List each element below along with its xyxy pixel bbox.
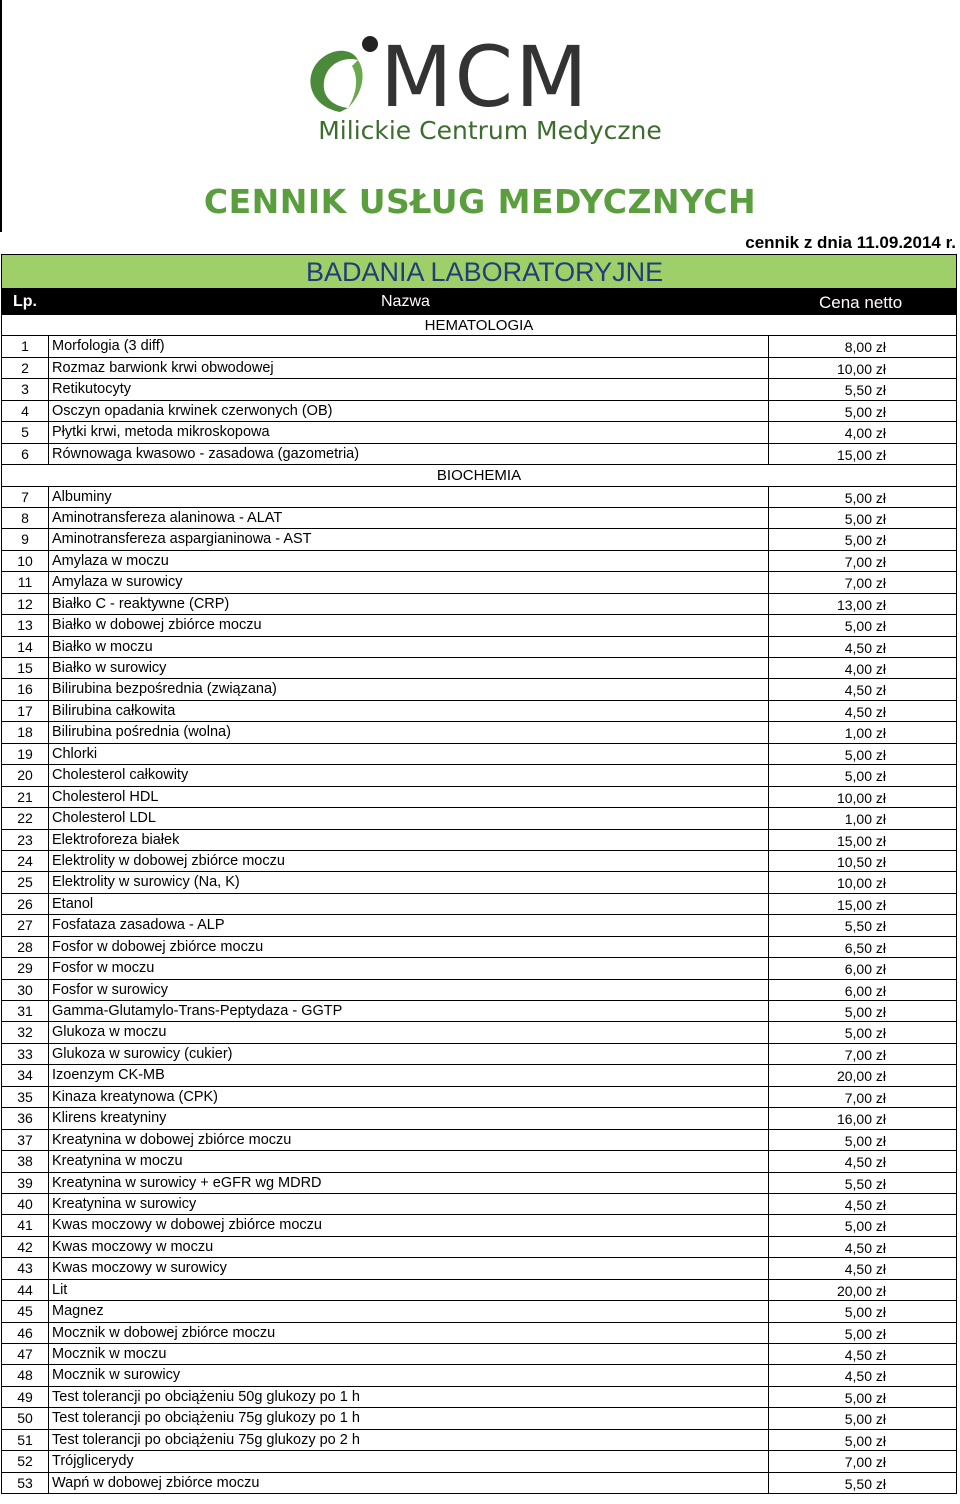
test-price: 20,00 zł — [836, 1068, 886, 1085]
test-name: Mocznik w dobowej zbiórce moczu — [49, 1323, 769, 1343]
test-price: 15,00 zł — [836, 446, 886, 463]
test-price: 1,00 zł — [844, 725, 886, 742]
test-name: Białko w dobowej zbiórce moczu — [49, 615, 769, 635]
test-price: 5,00 zł — [844, 1411, 886, 1428]
test-name: Kwas moczowy w moczu — [49, 1237, 769, 1257]
test-name: Albuminy — [49, 487, 769, 507]
test-name: Mocznik w surowicy — [49, 1365, 769, 1385]
test-name: Białko w surowicy — [49, 658, 769, 678]
test-price: 7,00 zł — [844, 1046, 886, 1063]
test-name: Bilirubina pośrednia (wolna) — [49, 722, 769, 742]
row-number: 18 — [2, 722, 49, 742]
table-row — [1, 1173, 957, 1194]
row-number: 38 — [2, 1151, 49, 1171]
row-number: 12 — [2, 594, 49, 614]
row-number: 42 — [2, 1237, 49, 1257]
test-price: 4,00 zł — [844, 425, 886, 442]
test-price: 8,00 zł — [844, 339, 886, 356]
table-row — [1, 1258, 957, 1279]
test-name: Osczyn opadania krwinek czerwonych (OB) — [49, 401, 769, 421]
test-name: Kreatynina w moczu — [49, 1151, 769, 1171]
group-heading: HEMATOLOGIA — [1, 315, 957, 336]
table-row — [1, 958, 957, 979]
test-name: Trójglicerydy — [49, 1451, 769, 1471]
row-number: 53 — [2, 1473, 49, 1493]
test-name: Amylaza w moczu — [49, 551, 769, 571]
table-row — [1, 658, 957, 679]
test-price: 4,50 zł — [844, 682, 886, 699]
section-banner — [1, 254, 957, 289]
table-row — [1, 572, 957, 593]
test-price: 5,00 zł — [844, 403, 886, 420]
row-number: 52 — [2, 1451, 49, 1471]
test-name: Bilirubina bezpośrednia (związana) — [49, 679, 769, 699]
test-price: 5,50 zł — [844, 1175, 886, 1192]
row-number: 44 — [2, 1280, 49, 1300]
row-number: 9 — [2, 529, 49, 549]
section-title: BADANIA LABORATORYJNE — [306, 257, 664, 287]
table-row — [1, 1301, 957, 1322]
table-row — [1, 1473, 957, 1494]
row-number: 5 — [2, 422, 49, 442]
test-price: 10,50 zł — [836, 853, 886, 870]
test-name: Cholesterol LDL — [49, 808, 769, 828]
row-number: 25 — [2, 872, 49, 892]
row-number: 11 — [2, 572, 49, 592]
table-row — [1, 1001, 957, 1022]
header-name: Nazwa — [381, 293, 430, 310]
test-price: 5,00 zł — [844, 1218, 886, 1235]
row-number: 45 — [2, 1301, 49, 1321]
test-price: 5,00 zł — [844, 1304, 886, 1321]
test-name: Mocznik w moczu — [49, 1344, 769, 1364]
row-number: 34 — [2, 1065, 49, 1085]
leaf-logo-icon — [300, 30, 390, 120]
table-row — [1, 336, 957, 357]
test-price: 5,50 zł — [844, 382, 886, 399]
logo-mark-text: MCM — [380, 28, 590, 126]
test-name: Białko w moczu — [49, 637, 769, 657]
test-name: Kreatynina w surowicy — [49, 1194, 769, 1214]
table-row — [1, 872, 957, 893]
row-number: 1 — [2, 336, 49, 356]
price-table — [1, 315, 957, 1494]
test-price: 5,50 zł — [844, 918, 886, 935]
test-price: 1,00 zł — [844, 811, 886, 828]
row-number: 29 — [2, 958, 49, 978]
header-price: Cena netto — [819, 293, 903, 312]
test-price: 6,50 zł — [844, 939, 886, 956]
test-price: 15,00 zł — [836, 832, 886, 849]
test-price: 6,00 zł — [844, 982, 886, 999]
test-price: 20,00 zł — [836, 1282, 886, 1299]
table-row — [1, 1065, 957, 1086]
table-row — [1, 1087, 957, 1108]
test-price: 5,00 zł — [844, 489, 886, 506]
test-name: Retikutocyty — [49, 379, 769, 399]
test-name: Kreatynina w dobowej zbiórce moczu — [49, 1130, 769, 1150]
test-price: 4,50 zł — [844, 1196, 886, 1213]
table-row — [1, 1215, 957, 1236]
test-price: 7,00 zł — [844, 1454, 886, 1471]
test-price: 4,50 zł — [844, 1154, 886, 1171]
test-price: 7,00 zł — [844, 553, 886, 570]
row-number: 16 — [2, 679, 49, 699]
row-number: 32 — [2, 1022, 49, 1042]
test-price: 5,00 zł — [844, 1004, 886, 1020]
row-number: 49 — [2, 1387, 49, 1407]
row-number: 17 — [2, 701, 49, 721]
test-name: Cholesterol całkowity — [49, 765, 769, 785]
test-price: 5,00 zł — [844, 1432, 886, 1449]
table-row — [1, 808, 957, 829]
test-price: 4,50 zł — [844, 1347, 886, 1363]
row-number: 7 — [2, 487, 49, 507]
table-row — [1, 744, 957, 765]
table-row — [1, 1365, 957, 1386]
test-price: 10,00 zł — [836, 360, 886, 377]
table-row — [1, 894, 957, 915]
test-name: Izoenzym CK-MB — [49, 1065, 769, 1085]
test-name: Kwas moczowy w surowicy — [49, 1258, 769, 1278]
test-name: Test tolerancji po obciążeniu 75g glukozy po 2 h — [49, 1430, 769, 1450]
row-number: 3 — [2, 379, 49, 399]
clinic-logo — [300, 30, 680, 150]
table-row — [1, 830, 957, 851]
row-number: 27 — [2, 915, 49, 935]
test-price: 4,50 zł — [844, 703, 886, 720]
table-row — [1, 401, 957, 422]
test-name: Elektrolity w surowicy (Na, K) — [49, 872, 769, 892]
table-row — [1, 1323, 957, 1344]
test-price: 5,00 zł — [844, 510, 886, 527]
test-name: Fosfor w moczu — [49, 958, 769, 978]
test-name: Magnez — [49, 1301, 769, 1321]
test-price: 5,00 zł — [844, 618, 886, 635]
test-price: 7,00 zł — [844, 575, 886, 592]
test-name: Test tolerancji po obciążeniu 75g glukozy po 1 h — [49, 1408, 769, 1428]
row-number: 21 — [2, 787, 49, 807]
table-row — [1, 594, 957, 615]
table-row — [1, 1194, 957, 1215]
logo-subtitle: Milickie Centrum Medyczne — [318, 116, 662, 145]
test-price: 5,00 zł — [844, 746, 886, 763]
test-price: 10,00 zł — [836, 875, 886, 892]
test-price: 6,00 zł — [844, 961, 886, 978]
row-number: 41 — [2, 1215, 49, 1235]
row-number: 20 — [2, 765, 49, 785]
row-number: 22 — [2, 808, 49, 828]
test-price: 10,00 zł — [836, 789, 886, 806]
test-name: Równowaga kwasowo - zasadowa (gazometria) — [49, 444, 769, 464]
table-row — [1, 937, 957, 958]
row-number: 48 — [2, 1365, 49, 1385]
test-name: Glukoza w surowicy (cukier) — [49, 1044, 769, 1064]
test-name: Kreatynina w surowicy + eGFR wg MDRD — [49, 1173, 769, 1193]
row-number: 43 — [2, 1258, 49, 1278]
table-row — [1, 1108, 957, 1129]
table-row — [1, 1280, 957, 1301]
row-number: 6 — [2, 444, 49, 464]
test-price: 13,00 zł — [836, 596, 886, 613]
test-name: Białko C - reaktywne (CRP) — [49, 594, 769, 614]
table-row — [1, 701, 957, 722]
test-name: Glukoza w moczu — [49, 1022, 769, 1042]
test-name: Aminotransfereza aspargianinowa - AST — [49, 529, 769, 549]
table-row — [1, 358, 957, 379]
test-name: Elektroforeza białek — [49, 830, 769, 850]
table-row — [1, 765, 957, 786]
test-price: 5,00 zł — [844, 532, 886, 549]
test-name: Lit — [49, 1280, 769, 1300]
table-row — [1, 787, 957, 808]
table-row — [1, 1430, 957, 1451]
table-row — [1, 529, 957, 550]
test-name: Płytki krwi, metoda mikroskopowa — [49, 422, 769, 442]
test-price: 5,00 zł — [844, 1025, 886, 1042]
row-number: 8 — [2, 508, 49, 528]
test-price: 4,50 zł — [844, 1368, 886, 1385]
table-row — [1, 1130, 957, 1151]
test-price: 4,50 zł — [844, 1239, 886, 1256]
row-number: 30 — [2, 980, 49, 1000]
page-title: CENNIK USŁUG MEDYCZNYCH — [203, 182, 757, 221]
table-row — [1, 1451, 957, 1472]
test-name: Morfologia (3 diff) — [49, 336, 769, 356]
test-price: 5,00 zł — [844, 768, 886, 785]
test-price: 4,00 zł — [844, 661, 886, 677]
row-number: 24 — [2, 851, 49, 871]
table-header — [1, 289, 957, 315]
table-row — [1, 637, 957, 658]
table-row — [1, 615, 957, 636]
row-number: 19 — [2, 744, 49, 764]
test-price: 5,00 zł — [844, 1389, 886, 1406]
group-heading: BIOCHEMIA — [1, 465, 957, 486]
row-number: 4 — [2, 401, 49, 421]
row-number: 14 — [2, 637, 49, 657]
test-price: 15,00 zł — [836, 896, 886, 913]
row-number: 37 — [2, 1130, 49, 1150]
test-price: 4,50 zł — [844, 639, 886, 656]
table-row — [1, 1344, 957, 1365]
test-price: 5,50 zł — [844, 1475, 886, 1492]
header-lp: Lp. — [13, 293, 37, 310]
row-number: 33 — [2, 1044, 49, 1064]
table-row — [1, 379, 957, 400]
table-row — [1, 1022, 957, 1043]
row-number: 13 — [2, 615, 49, 635]
test-name: Wapń w dobowej zbiórce moczu — [49, 1473, 769, 1493]
table-row — [1, 1408, 957, 1429]
table-row — [1, 722, 957, 743]
row-number: 50 — [2, 1408, 49, 1428]
test-name: Amylaza w surowicy — [49, 572, 769, 592]
table-row — [1, 1237, 957, 1258]
table-row — [1, 508, 957, 529]
table-row — [1, 915, 957, 936]
test-name: Elektrolity w dobowej zbiórce moczu — [49, 851, 769, 871]
test-name: Kwas moczowy w dobowej zbiórce moczu — [49, 1215, 769, 1235]
test-name: Aminotransfereza alaninowa - ALAT — [49, 508, 769, 528]
table-row — [1, 1044, 957, 1065]
row-number: 10 — [2, 551, 49, 571]
table-row — [1, 444, 957, 465]
row-number: 47 — [2, 1344, 49, 1364]
test-price: 5,00 zł — [844, 1132, 886, 1149]
test-name: Klirens kreatyniny — [49, 1108, 769, 1128]
row-number: 35 — [2, 1087, 49, 1107]
test-name: Bilirubina całkowita — [49, 701, 769, 721]
table-row — [1, 422, 957, 443]
row-number: 31 — [2, 1001, 49, 1021]
row-number: 23 — [2, 830, 49, 850]
table-row — [1, 1151, 957, 1172]
row-number: 26 — [2, 894, 49, 914]
row-number: 36 — [2, 1108, 49, 1128]
table-row — [1, 1387, 957, 1408]
test-name: Kinaza kreatynowa (CPK) — [49, 1087, 769, 1107]
test-name: Etanol — [49, 894, 769, 914]
row-number: 40 — [2, 1194, 49, 1214]
test-price: 5,00 zł — [844, 1325, 886, 1342]
table-row — [1, 487, 957, 508]
table-row — [1, 551, 957, 572]
test-name: Fosfataza zasadowa - ALP — [49, 915, 769, 935]
test-name: Fosfor w dobowej zbiórce moczu — [49, 937, 769, 957]
row-number: 2 — [2, 358, 49, 378]
test-price: 7,00 zł — [844, 1089, 886, 1106]
row-number: 46 — [2, 1323, 49, 1343]
row-number: 15 — [2, 658, 49, 678]
test-name: Gamma-Glutamylo-Trans-Peptydaza - GGTP — [49, 1001, 769, 1021]
table-row — [1, 679, 957, 700]
test-name: Cholesterol HDL — [49, 787, 769, 807]
test-price: 16,00 zł — [836, 1111, 886, 1128]
test-name: Test tolerancji po obciążeniu 50g glukozy po 1 h — [49, 1387, 769, 1407]
row-number: 51 — [2, 1430, 49, 1450]
price-list-date: cennik z dnia 11.09.2014 r. — [745, 233, 956, 252]
table-row — [1, 851, 957, 872]
test-name: Chlorki — [49, 744, 769, 764]
row-number: 28 — [2, 937, 49, 957]
test-name: Fosfor w surowicy — [49, 980, 769, 1000]
test-price: 4,50 zł — [844, 1261, 886, 1278]
row-number: 39 — [2, 1173, 49, 1193]
test-name: Rozmaz barwionk krwi obwodowej — [49, 358, 769, 378]
table-row — [1, 980, 957, 1001]
